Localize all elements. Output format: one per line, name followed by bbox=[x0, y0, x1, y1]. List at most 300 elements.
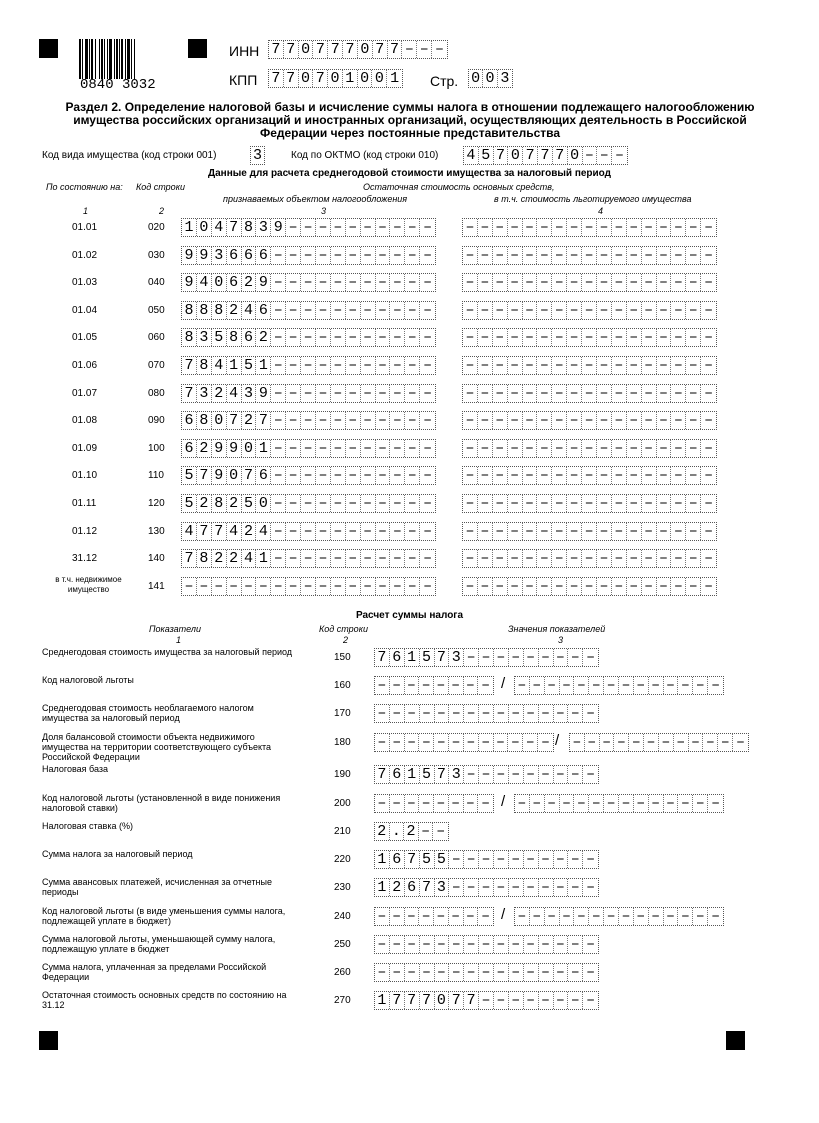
page-number-field bbox=[468, 69, 513, 88]
char-cell: – bbox=[736, 734, 746, 751]
char-cell: – bbox=[523, 274, 538, 291]
char-cell: – bbox=[405, 495, 420, 512]
char-cell: – bbox=[493, 495, 508, 512]
char-cell: – bbox=[567, 550, 582, 567]
taxable-value-field bbox=[181, 246, 436, 265]
char-cell: – bbox=[331, 495, 346, 512]
char-cell: – bbox=[361, 302, 376, 319]
char-cell: – bbox=[597, 329, 612, 346]
row-date-label: 01.03 bbox=[72, 277, 98, 289]
char-cell: – bbox=[331, 467, 346, 484]
char-cell: – bbox=[568, 992, 583, 1009]
char-cell: – bbox=[589, 795, 604, 812]
row-code: 210 bbox=[334, 826, 351, 837]
char-cell: – bbox=[659, 734, 674, 751]
char-cell: – bbox=[597, 440, 612, 457]
avg-col3-number: 3 bbox=[321, 206, 327, 216]
char-cell: – bbox=[524, 766, 539, 783]
exempt-value-field bbox=[462, 494, 717, 513]
indicator-label: Код налоговой льготы (установленной в виде понижения налоговой ставки) bbox=[42, 793, 281, 813]
char-cell: 1 bbox=[375, 879, 390, 896]
char-cell: – bbox=[554, 879, 569, 896]
char-cell: 9 bbox=[182, 247, 197, 264]
char-cell: 2 bbox=[242, 274, 257, 291]
char-cell: – bbox=[331, 385, 346, 402]
char-cell: – bbox=[405, 964, 420, 981]
char-cell: 7 bbox=[553, 147, 568, 164]
row-date-label: 01.06 bbox=[72, 360, 98, 371]
char-cell: – bbox=[619, 908, 634, 925]
char-cell: – bbox=[560, 677, 575, 694]
char-cell: – bbox=[552, 467, 567, 484]
char-cell: 7 bbox=[197, 467, 212, 484]
char-cell: 5 bbox=[182, 495, 197, 512]
char-cell: 8 bbox=[212, 302, 227, 319]
char-cell: – bbox=[361, 495, 376, 512]
char-cell: 7 bbox=[435, 649, 450, 666]
char-cell: – bbox=[346, 302, 361, 319]
char-cell: – bbox=[463, 495, 478, 512]
char-cell: – bbox=[657, 302, 672, 319]
char-cell: – bbox=[612, 467, 627, 484]
char-cell: – bbox=[420, 936, 435, 953]
char-cell: – bbox=[390, 247, 405, 264]
char-cell: – bbox=[390, 964, 405, 981]
char-cell: 6 bbox=[405, 879, 420, 896]
char-cell: 1 bbox=[375, 992, 390, 1009]
char-cell: – bbox=[671, 440, 686, 457]
char-cell: – bbox=[686, 523, 701, 540]
char-cell: – bbox=[704, 522, 714, 540]
char-cell: – bbox=[671, 550, 686, 567]
taxable-value-field bbox=[181, 466, 436, 485]
char-cell: – bbox=[493, 467, 508, 484]
char-cell: – bbox=[657, 329, 672, 346]
property-kind-label: Код вида имущества (код строки 001) bbox=[42, 150, 217, 161]
char-cell: – bbox=[567, 578, 582, 595]
slash-separator: / bbox=[501, 906, 506, 923]
char-cell: – bbox=[390, 936, 405, 953]
char-cell: – bbox=[693, 908, 708, 925]
char-cell: – bbox=[316, 219, 331, 236]
char-cell: 4 bbox=[242, 302, 257, 319]
char-cell: 3 bbox=[242, 385, 257, 402]
char-cell: – bbox=[568, 851, 583, 868]
char-cell: – bbox=[405, 795, 420, 812]
char-cell: – bbox=[627, 440, 642, 457]
char-cell: 5 bbox=[242, 495, 257, 512]
row-code: 140 bbox=[148, 553, 165, 565]
char-cell: – bbox=[449, 851, 464, 868]
char-cell: 6 bbox=[227, 247, 242, 264]
char-cell: – bbox=[463, 219, 478, 236]
char-cell: – bbox=[686, 302, 701, 319]
char-cell: 7 bbox=[449, 992, 464, 1009]
row-date-label: 01.09 bbox=[72, 442, 98, 454]
char-cell: – bbox=[463, 357, 478, 374]
char-cell: – bbox=[537, 357, 552, 374]
char-cell: – bbox=[627, 578, 642, 595]
inn-label: ИНН bbox=[229, 43, 260, 59]
char-cell: – bbox=[493, 385, 508, 402]
char-cell: 5 bbox=[212, 329, 227, 346]
taxable-value-field bbox=[181, 301, 436, 320]
char-cell: – bbox=[586, 766, 596, 783]
char-cell: – bbox=[509, 936, 524, 953]
char-cell: – bbox=[479, 734, 494, 751]
char-cell: – bbox=[301, 440, 316, 457]
char-cell: – bbox=[642, 495, 657, 512]
char-cell: – bbox=[642, 329, 657, 346]
char-cell: – bbox=[376, 550, 391, 567]
char-cell: – bbox=[582, 357, 597, 374]
row-code: 250 bbox=[334, 939, 351, 950]
char-cell: 2 bbox=[227, 495, 242, 512]
row-date-label: 01.11 bbox=[72, 498, 97, 509]
char-cell: – bbox=[597, 495, 612, 512]
char-cell: – bbox=[612, 329, 627, 346]
char-cell: – bbox=[597, 550, 612, 567]
char-cell: – bbox=[567, 523, 582, 540]
indicator-label: Налоговая ставка (%) bbox=[42, 821, 133, 831]
char-cell: – bbox=[316, 385, 331, 402]
indicator-label: Код налоговой льготы bbox=[42, 675, 134, 685]
kpp-label: КПП bbox=[229, 72, 258, 88]
char-cell: – bbox=[464, 879, 479, 896]
char-cell: – bbox=[494, 734, 509, 751]
char-cell: . bbox=[390, 823, 405, 840]
char-cell: – bbox=[539, 649, 554, 666]
char-cell: – bbox=[627, 550, 642, 567]
row-date-label: 31.12 bbox=[72, 553, 98, 565]
char-cell: – bbox=[537, 495, 552, 512]
char-cell: 7 bbox=[227, 412, 242, 429]
char-cell: 7 bbox=[420, 992, 435, 1009]
char-cell: – bbox=[614, 734, 629, 751]
char-cell: 2 bbox=[212, 550, 227, 567]
char-cell: – bbox=[586, 936, 596, 953]
char-cell: – bbox=[586, 851, 596, 868]
calc-col1-number: 1 bbox=[176, 635, 182, 645]
char-cell: – bbox=[657, 274, 672, 291]
char-cell: – bbox=[316, 329, 331, 346]
char-cell: 4 bbox=[182, 523, 197, 540]
char-cell: – bbox=[619, 795, 634, 812]
char-cell: – bbox=[554, 851, 569, 868]
char-cell: – bbox=[539, 964, 554, 981]
char-cell: – bbox=[494, 879, 509, 896]
indicator-value-field bbox=[374, 963, 599, 982]
char-cell: – bbox=[612, 385, 627, 402]
char-cell: – bbox=[301, 550, 316, 567]
char-cell: – bbox=[537, 523, 552, 540]
char-cell: – bbox=[423, 357, 433, 374]
char-cell: – bbox=[703, 734, 718, 751]
char-cell: – bbox=[686, 274, 701, 291]
char-cell: 0 bbox=[372, 70, 387, 87]
char-cell: – bbox=[612, 523, 627, 540]
char-cell: – bbox=[346, 550, 361, 567]
char-cell: – bbox=[376, 274, 391, 291]
char-cell: – bbox=[657, 440, 672, 457]
char-cell: – bbox=[509, 879, 524, 896]
char-cell: – bbox=[361, 578, 376, 595]
char-cell: 1 bbox=[182, 219, 197, 236]
taxable-value-field bbox=[181, 273, 436, 292]
char-cell: – bbox=[552, 578, 567, 595]
char-cell: 6 bbox=[256, 247, 271, 264]
char-cell: – bbox=[478, 329, 493, 346]
calc-col3-number: 3 bbox=[558, 635, 564, 645]
char-cell: – bbox=[417, 41, 432, 58]
char-cell: 4 bbox=[197, 274, 212, 291]
char-cell: – bbox=[463, 550, 478, 567]
char-cell: – bbox=[494, 766, 509, 783]
char-cell: – bbox=[671, 467, 686, 484]
char-cell: – bbox=[627, 357, 642, 374]
char-cell: 5 bbox=[420, 649, 435, 666]
char-cell: – bbox=[523, 578, 538, 595]
row-code: 160 bbox=[334, 680, 351, 691]
benefit-code-part2 bbox=[514, 794, 724, 813]
char-cell: – bbox=[464, 766, 479, 783]
char-cell: – bbox=[419, 734, 434, 751]
share-numerator-field bbox=[374, 733, 554, 752]
char-cell: 7 bbox=[405, 851, 420, 868]
char-cell: 7 bbox=[538, 147, 553, 164]
char-cell: – bbox=[346, 578, 361, 595]
char-cell: 0 bbox=[212, 412, 227, 429]
char-cell: – bbox=[346, 440, 361, 457]
char-cell: – bbox=[376, 329, 391, 346]
char-cell: 0 bbox=[212, 274, 227, 291]
char-cell: – bbox=[515, 677, 530, 694]
char-cell: – bbox=[449, 908, 464, 925]
char-cell: – bbox=[286, 523, 301, 540]
char-cell: – bbox=[678, 677, 693, 694]
char-cell: – bbox=[316, 578, 331, 595]
taxable-value-field bbox=[181, 577, 436, 596]
char-cell: – bbox=[537, 247, 552, 264]
char-cell: – bbox=[478, 578, 493, 595]
char-cell: – bbox=[552, 523, 567, 540]
char-cell: – bbox=[657, 467, 672, 484]
char-cell: – bbox=[567, 412, 582, 429]
char-cell: – bbox=[375, 705, 390, 722]
char-cell: – bbox=[508, 550, 523, 567]
char-cell: 9 bbox=[256, 274, 271, 291]
char-cell: 3 bbox=[252, 147, 262, 164]
indicator-value-field bbox=[374, 935, 599, 954]
char-cell: – bbox=[375, 795, 390, 812]
char-cell: – bbox=[271, 385, 286, 402]
char-cell: – bbox=[612, 357, 627, 374]
char-cell: 7 bbox=[182, 357, 197, 374]
char-cell: – bbox=[271, 247, 286, 264]
char-cell: – bbox=[390, 385, 405, 402]
calc-col1-header: Показатели bbox=[149, 624, 201, 634]
char-cell: – bbox=[524, 851, 539, 868]
char-cell: – bbox=[419, 823, 434, 840]
char-cell: – bbox=[604, 908, 619, 925]
char-cell: – bbox=[664, 677, 679, 694]
char-cell: – bbox=[464, 908, 479, 925]
char-cell: – bbox=[361, 467, 376, 484]
char-cell: – bbox=[597, 147, 612, 164]
char-cell: – bbox=[524, 649, 539, 666]
char-cell: – bbox=[493, 274, 508, 291]
char-cell: – bbox=[286, 357, 301, 374]
char-cell: – bbox=[508, 302, 523, 319]
char-cell: – bbox=[671, 523, 686, 540]
char-cell: – bbox=[463, 578, 478, 595]
inn-field bbox=[268, 40, 448, 59]
avg-col4-number: 4 bbox=[598, 206, 604, 216]
char-cell: – bbox=[463, 247, 478, 264]
char-cell: 3 bbox=[256, 219, 271, 236]
taxable-value-field bbox=[181, 494, 436, 513]
char-cell: – bbox=[539, 879, 554, 896]
char-cell: – bbox=[346, 329, 361, 346]
char-cell: – bbox=[493, 550, 508, 567]
char-cell: – bbox=[612, 219, 627, 236]
char-cell: – bbox=[301, 357, 316, 374]
char-cell: 3 bbox=[435, 879, 450, 896]
char-cell: – bbox=[405, 329, 420, 346]
char-cell: – bbox=[478, 412, 493, 429]
row-code: 020 bbox=[148, 222, 165, 233]
calc-col2-header: Код строки bbox=[319, 624, 368, 634]
char-cell: 8 bbox=[212, 495, 227, 512]
char-cell: – bbox=[493, 329, 508, 346]
exempt-value-field bbox=[462, 246, 717, 265]
char-cell: – bbox=[212, 578, 227, 595]
char-cell: 2 bbox=[375, 823, 390, 840]
exempt-value-field bbox=[462, 577, 717, 596]
char-cell: – bbox=[552, 385, 567, 402]
indicator-label: Сумма налоговой льготы, уменьшающей сумму налога, подлежащую уплате в бюджет bbox=[42, 934, 276, 954]
char-cell: – bbox=[286, 440, 301, 457]
char-cell: – bbox=[390, 495, 405, 512]
char-cell: 4 bbox=[256, 523, 271, 540]
char-cell: – bbox=[301, 523, 316, 540]
char-cell: – bbox=[657, 219, 672, 236]
char-cell: – bbox=[301, 495, 316, 512]
char-cell: 1 bbox=[256, 550, 271, 567]
char-cell: – bbox=[361, 329, 376, 346]
char-cell: – bbox=[634, 795, 649, 812]
char-cell: – bbox=[597, 219, 612, 236]
benefit-code-part1 bbox=[374, 907, 494, 926]
char-cell: – bbox=[361, 357, 376, 374]
char-cell: 7 bbox=[284, 70, 299, 87]
char-cell: – bbox=[704, 246, 714, 264]
char-cell: 0 bbox=[328, 70, 343, 87]
char-cell: – bbox=[524, 992, 539, 1009]
char-cell: – bbox=[664, 908, 679, 925]
char-cell: – bbox=[286, 578, 301, 595]
char-cell: – bbox=[390, 677, 405, 694]
char-cell: – bbox=[678, 908, 693, 925]
char-cell: 8 bbox=[197, 302, 212, 319]
char-cell: 0 bbox=[197, 219, 212, 236]
char-cell: – bbox=[405, 302, 420, 319]
char-cell: 7 bbox=[405, 992, 420, 1009]
char-cell: – bbox=[508, 412, 523, 429]
char-cell: – bbox=[493, 440, 508, 457]
char-cell: – bbox=[649, 908, 664, 925]
row-date-label: 01.12 bbox=[72, 525, 98, 537]
char-cell: 5 bbox=[420, 766, 435, 783]
exempt-value-field bbox=[462, 218, 717, 237]
char-cell: – bbox=[331, 550, 346, 567]
char-cell: 8 bbox=[242, 219, 257, 236]
char-cell: 7 bbox=[197, 523, 212, 540]
char-cell: – bbox=[402, 41, 417, 58]
char-cell: – bbox=[390, 795, 405, 812]
char-cell: – bbox=[657, 578, 672, 595]
char-cell: – bbox=[479, 879, 494, 896]
char-cell: – bbox=[361, 274, 376, 291]
char-cell: – bbox=[552, 550, 567, 567]
char-cell: – bbox=[423, 550, 433, 568]
char-cell: – bbox=[376, 440, 391, 457]
barcode-number: 0840 3032 bbox=[80, 77, 156, 93]
char-cell: 9 bbox=[182, 274, 197, 291]
char-cell: – bbox=[537, 385, 552, 402]
char-cell: 0 bbox=[358, 70, 373, 87]
char-cell: – bbox=[301, 385, 316, 402]
char-cell: – bbox=[693, 677, 708, 694]
char-cell: 7 bbox=[269, 41, 284, 58]
char-cell: – bbox=[552, 247, 567, 264]
char-cell: – bbox=[346, 357, 361, 374]
char-cell: 9 bbox=[256, 385, 271, 402]
char-cell: – bbox=[704, 219, 714, 236]
char-cell: – bbox=[689, 734, 704, 751]
indicator-label: Сумма налога, уплаченная за пределами Российской Федерации bbox=[42, 962, 267, 982]
char-cell: – bbox=[494, 851, 509, 868]
char-cell: – bbox=[671, 329, 686, 346]
taxable-value-field bbox=[181, 549, 436, 568]
char-cell: – bbox=[582, 302, 597, 319]
char-cell: – bbox=[530, 795, 545, 812]
char-cell: – bbox=[376, 357, 391, 374]
char-cell: – bbox=[464, 936, 479, 953]
char-cell: 6 bbox=[242, 247, 257, 264]
char-cell: – bbox=[508, 329, 523, 346]
char-cell: – bbox=[634, 677, 649, 694]
char-cell: – bbox=[405, 467, 420, 484]
char-cell: – bbox=[286, 412, 301, 429]
char-cell: 1 bbox=[405, 766, 420, 783]
char-cell: – bbox=[671, 578, 686, 595]
char-cell: – bbox=[582, 495, 597, 512]
char-cell: – bbox=[686, 495, 701, 512]
char-cell: – bbox=[463, 440, 478, 457]
char-cell: – bbox=[423, 246, 433, 264]
char-cell: – bbox=[405, 908, 420, 925]
char-cell: – bbox=[612, 578, 627, 595]
char-cell: 7 bbox=[212, 523, 227, 540]
char-cell: – bbox=[657, 247, 672, 264]
char-cell: 7 bbox=[269, 70, 284, 87]
char-cell: – bbox=[405, 357, 420, 374]
char-cell: – bbox=[331, 440, 346, 457]
char-cell: – bbox=[523, 329, 538, 346]
avg-col3-top-header: Остаточная стоимость основных средств, bbox=[363, 182, 555, 192]
exempt-value-field bbox=[462, 466, 717, 485]
